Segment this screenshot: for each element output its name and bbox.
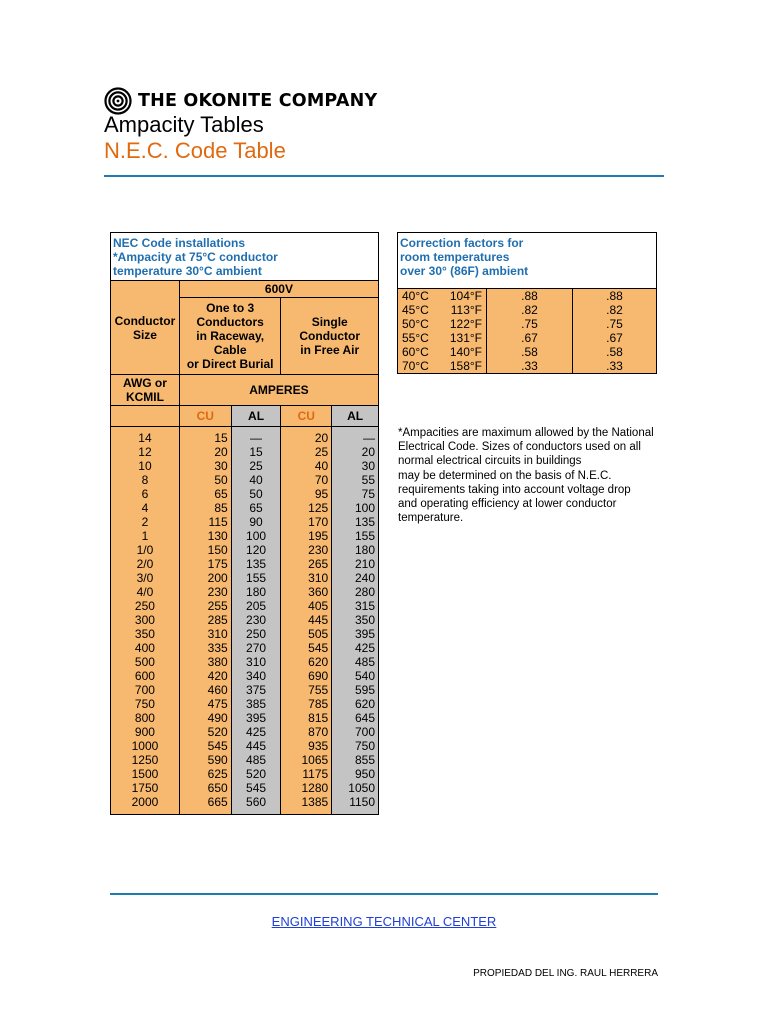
conductor-size-cell: 500 bbox=[111, 655, 180, 669]
table-row bbox=[111, 585, 379, 599]
table-row bbox=[111, 795, 379, 815]
fahrenheit-cell: 104°F bbox=[429, 289, 487, 304]
cu-free-air-cell: 815 bbox=[281, 711, 332, 725]
table-row bbox=[111, 571, 379, 585]
cu-free-air-cell: 870 bbox=[281, 725, 332, 739]
fahrenheit-cell: 113°F bbox=[429, 303, 487, 317]
cu-free-air-cell: 230 bbox=[281, 543, 332, 557]
al-free-air-cell: 595 bbox=[332, 683, 379, 697]
owner-credit: PROPIEDAD DEL ING. RAUL HERRERA bbox=[473, 968, 658, 979]
factor-cell-2: .75 bbox=[572, 317, 656, 331]
conductor-size-cell: 4 bbox=[111, 501, 180, 515]
cu-header-free-air: CU bbox=[281, 406, 332, 427]
cu-free-air-cell: 785 bbox=[281, 697, 332, 711]
conductor-size-cell: 4/0 bbox=[111, 585, 180, 599]
celsius-cell: 45°C bbox=[398, 303, 429, 317]
conductor-size-cell: 1750 bbox=[111, 781, 180, 795]
al-free-air-cell: 620 bbox=[332, 697, 379, 711]
cu-free-air-cell: 545 bbox=[281, 641, 332, 655]
conductor-size-cell: 1500 bbox=[111, 767, 180, 781]
cu-raceway-cell: 115 bbox=[179, 515, 231, 529]
al-free-air-cell: 315 bbox=[332, 599, 379, 613]
fahrenheit-cell: 122°F bbox=[429, 317, 487, 331]
conductor-size-cell: 700 bbox=[111, 683, 180, 697]
factor-cell-2: .58 bbox=[572, 345, 656, 359]
table-row bbox=[111, 599, 379, 613]
table-row bbox=[111, 697, 379, 711]
cu-free-air-cell: 935 bbox=[281, 739, 332, 753]
conductor-size-cell: 2/0 bbox=[111, 557, 180, 571]
al-free-air-cell: 155 bbox=[332, 529, 379, 543]
cu-raceway-cell: 590 bbox=[179, 753, 231, 767]
cu-free-air-cell: 125 bbox=[281, 501, 332, 515]
cu-raceway-cell: 420 bbox=[179, 669, 231, 683]
free-air-column-header: Single Conductor in Free Air bbox=[281, 298, 379, 375]
cu-raceway-cell: 130 bbox=[179, 529, 231, 543]
al-raceway-cell: 120 bbox=[231, 543, 281, 557]
cu-free-air-cell: 20 bbox=[281, 427, 332, 446]
correction-row bbox=[398, 359, 657, 374]
al-free-air-cell: 950 bbox=[332, 767, 379, 781]
cu-raceway-cell: 520 bbox=[179, 725, 231, 739]
cu-raceway-cell: 380 bbox=[179, 655, 231, 669]
cu-raceway-cell: 15 bbox=[179, 427, 231, 446]
al-raceway-cell: 15 bbox=[231, 445, 281, 459]
cu-raceway-cell: 625 bbox=[179, 767, 231, 781]
cu-free-air-cell: 265 bbox=[281, 557, 332, 571]
cu-raceway-cell: 20 bbox=[179, 445, 231, 459]
cu-free-air-cell: 25 bbox=[281, 445, 332, 459]
page-subtitle: N.E.C. Code Table bbox=[104, 138, 286, 163]
cu-free-air-cell: 445 bbox=[281, 613, 332, 627]
table-row bbox=[111, 711, 379, 725]
bottom-divider bbox=[110, 893, 658, 895]
correction-factors-table bbox=[397, 232, 657, 374]
conductor-size-header: Conductor Size bbox=[111, 281, 180, 375]
table-row bbox=[111, 627, 379, 641]
cu-raceway-cell: 200 bbox=[179, 571, 231, 585]
factor-cell-2: .33 bbox=[572, 359, 656, 374]
factor-cell-1: .82 bbox=[487, 303, 573, 317]
al-raceway-cell: 560 bbox=[231, 795, 281, 815]
al-free-air-cell: 700 bbox=[332, 725, 379, 739]
factor-cell-2: .88 bbox=[572, 289, 656, 304]
table-row bbox=[111, 641, 379, 655]
cu-free-air-cell: 620 bbox=[281, 655, 332, 669]
al-free-air-cell: 485 bbox=[332, 655, 379, 669]
table-row bbox=[111, 501, 379, 515]
cu-raceway-cell: 150 bbox=[179, 543, 231, 557]
cu-free-air-cell: 1385 bbox=[281, 795, 332, 815]
cu-raceway-cell: 230 bbox=[179, 585, 231, 599]
al-raceway-cell: 250 bbox=[231, 627, 281, 641]
cu-raceway-cell: 335 bbox=[179, 641, 231, 655]
al-raceway-cell: 90 bbox=[231, 515, 281, 529]
al-free-air-cell: 350 bbox=[332, 613, 379, 627]
al-raceway-cell: 485 bbox=[231, 753, 281, 767]
conductor-size-cell: 900 bbox=[111, 725, 180, 739]
correction-row bbox=[398, 345, 657, 359]
al-free-air-cell: 20 bbox=[332, 445, 379, 459]
factor-cell-2: .82 bbox=[572, 303, 656, 317]
al-free-air-cell: 855 bbox=[332, 753, 379, 767]
al-free-air-cell: 280 bbox=[332, 585, 379, 599]
conductor-size-cell: 350 bbox=[111, 627, 180, 641]
cu-raceway-cell: 310 bbox=[179, 627, 231, 641]
al-raceway-cell: 375 bbox=[231, 683, 281, 697]
ampacity-note: *Ampacities are maximum allowed by the National Electrical Code. Sizes of conductors used on all normal electrical circuits in buildings may be determined on the basis of N.E.C. requirements taking into account voltage drop and operating efficiency at lower conductor temperature. bbox=[398, 427, 654, 525]
celsius-cell: 40°C bbox=[398, 289, 429, 304]
celsius-cell: 60°C bbox=[398, 345, 429, 359]
cu-free-air-cell: 170 bbox=[281, 515, 332, 529]
al-free-air-cell: 1150 bbox=[332, 795, 379, 815]
correction-row bbox=[398, 331, 657, 345]
al-raceway-cell: 65 bbox=[231, 501, 281, 515]
al-raceway-cell: 310 bbox=[231, 655, 281, 669]
al-free-air-cell: — bbox=[332, 427, 379, 446]
conductor-size-cell: 2000 bbox=[111, 795, 180, 815]
cu-raceway-cell: 475 bbox=[179, 697, 231, 711]
celsius-cell: 70°C bbox=[398, 359, 429, 374]
conductor-size-cell: 10 bbox=[111, 459, 180, 473]
al-free-air-cell: 395 bbox=[332, 627, 379, 641]
celsius-cell: 50°C bbox=[398, 317, 429, 331]
cu-free-air-cell: 360 bbox=[281, 585, 332, 599]
factor-cell-1: .88 bbox=[487, 289, 573, 304]
cu-free-air-cell: 95 bbox=[281, 487, 332, 501]
celsius-cell: 55°C bbox=[398, 331, 429, 345]
table-row bbox=[111, 669, 379, 683]
correction-rows bbox=[398, 289, 657, 374]
al-raceway-cell: 385 bbox=[231, 697, 281, 711]
al-free-air-cell: 30 bbox=[332, 459, 379, 473]
table-row bbox=[111, 445, 379, 459]
engineering-center-link[interactable]: ENGINEERING TECHNICAL CENTER bbox=[271, 914, 497, 929]
conductor-size-cell: 6 bbox=[111, 487, 180, 501]
company-name: THE OKONITE COMPANY bbox=[138, 91, 378, 111]
table-row bbox=[111, 529, 379, 543]
conductor-size-cell: 1000 bbox=[111, 739, 180, 753]
al-raceway-cell: 135 bbox=[231, 557, 281, 571]
al-raceway-cell: 230 bbox=[231, 613, 281, 627]
fahrenheit-cell: 131°F bbox=[429, 331, 487, 345]
conductor-size-cell: 3/0 bbox=[111, 571, 180, 585]
cu-free-air-cell: 690 bbox=[281, 669, 332, 683]
cu-raceway-cell: 665 bbox=[179, 795, 231, 815]
al-free-air-cell: 240 bbox=[332, 571, 379, 585]
al-free-air-cell: 180 bbox=[332, 543, 379, 557]
al-raceway-cell: 205 bbox=[231, 599, 281, 613]
table-row bbox=[111, 459, 379, 473]
cu-raceway-cell: 285 bbox=[179, 613, 231, 627]
conductor-size-cell: 250 bbox=[111, 599, 180, 613]
conductor-size-cell: 1 bbox=[111, 529, 180, 543]
cu-raceway-cell: 50 bbox=[179, 473, 231, 487]
fahrenheit-cell: 158°F bbox=[429, 359, 487, 374]
conductor-size-cell: 400 bbox=[111, 641, 180, 655]
size-subheader-blank bbox=[111, 406, 180, 427]
correction-row bbox=[398, 289, 657, 304]
conductor-size-cell: 750 bbox=[111, 697, 180, 711]
cu-raceway-cell: 85 bbox=[179, 501, 231, 515]
table-row bbox=[111, 473, 379, 487]
al-raceway-cell: 425 bbox=[231, 725, 281, 739]
ampacity-table-heading: NEC Code installations *Ampacity at 75°C conductor temperature 30°C ambient bbox=[111, 233, 379, 281]
cu-free-air-cell: 1175 bbox=[281, 767, 332, 781]
al-raceway-cell: 50 bbox=[231, 487, 281, 501]
cu-free-air-cell: 1280 bbox=[281, 781, 332, 795]
cu-raceway-cell: 650 bbox=[179, 781, 231, 795]
al-free-air-cell: 75 bbox=[332, 487, 379, 501]
al-raceway-cell: 25 bbox=[231, 459, 281, 473]
al-free-air-cell: 425 bbox=[332, 641, 379, 655]
cu-free-air-cell: 195 bbox=[281, 529, 332, 543]
al-raceway-cell: 445 bbox=[231, 739, 281, 753]
awg-header: AWG or KCMIL bbox=[111, 375, 180, 406]
al-raceway-cell: 270 bbox=[231, 641, 281, 655]
cu-raceway-cell: 545 bbox=[179, 739, 231, 753]
correction-row bbox=[398, 303, 657, 317]
cu-raceway-cell: 460 bbox=[179, 683, 231, 697]
factor-cell-1: .33 bbox=[487, 359, 573, 374]
raceway-column-header: One to 3 Conductors in Raceway, Cable or Direct Burial bbox=[179, 298, 281, 375]
al-raceway-cell: — bbox=[231, 427, 281, 446]
amperes-header: AMPERES bbox=[179, 375, 378, 406]
al-header-free-air: AL bbox=[332, 406, 379, 427]
ampacity-table bbox=[110, 232, 379, 815]
table-row bbox=[111, 781, 379, 795]
table-row bbox=[111, 725, 379, 739]
cu-free-air-cell: 1065 bbox=[281, 753, 332, 767]
conductor-size-cell: 600 bbox=[111, 669, 180, 683]
cu-free-air-cell: 405 bbox=[281, 599, 332, 613]
table-row bbox=[111, 655, 379, 669]
cu-free-air-cell: 755 bbox=[281, 683, 332, 697]
conductor-size-cell: 300 bbox=[111, 613, 180, 627]
cu-raceway-cell: 490 bbox=[179, 711, 231, 725]
conductor-size-cell: 2 bbox=[111, 515, 180, 529]
table-row bbox=[111, 753, 379, 767]
al-free-air-cell: 55 bbox=[332, 473, 379, 487]
al-free-air-cell: 135 bbox=[332, 515, 379, 529]
al-raceway-cell: 100 bbox=[231, 529, 281, 543]
al-free-air-cell: 1050 bbox=[332, 781, 379, 795]
table-row bbox=[111, 557, 379, 571]
factor-cell-2: .67 bbox=[572, 331, 656, 345]
cu-free-air-cell: 310 bbox=[281, 571, 332, 585]
al-raceway-cell: 395 bbox=[231, 711, 281, 725]
al-header-raceway: AL bbox=[231, 406, 281, 427]
cu-raceway-cell: 175 bbox=[179, 557, 231, 571]
okonite-ring-logo-icon bbox=[104, 87, 132, 115]
table-row bbox=[111, 767, 379, 781]
cu-free-air-cell: 40 bbox=[281, 459, 332, 473]
cu-raceway-cell: 255 bbox=[179, 599, 231, 613]
cu-header-raceway: CU bbox=[179, 406, 231, 427]
al-free-air-cell: 540 bbox=[332, 669, 379, 683]
table-row bbox=[111, 487, 379, 501]
factor-cell-1: .67 bbox=[487, 331, 573, 345]
cu-raceway-cell: 65 bbox=[179, 487, 231, 501]
conductor-size-cell: 800 bbox=[111, 711, 180, 725]
al-raceway-cell: 155 bbox=[231, 571, 281, 585]
al-raceway-cell: 520 bbox=[231, 767, 281, 781]
conductor-size-cell: 14 bbox=[111, 427, 180, 446]
al-free-air-cell: 100 bbox=[332, 501, 379, 515]
cu-free-air-cell: 505 bbox=[281, 627, 332, 641]
al-raceway-cell: 545 bbox=[231, 781, 281, 795]
cu-raceway-cell: 30 bbox=[179, 459, 231, 473]
conductor-size-cell: 1250 bbox=[111, 753, 180, 767]
table-row bbox=[111, 683, 379, 697]
al-raceway-cell: 340 bbox=[231, 669, 281, 683]
correction-table-heading: Correction factors for room temperatures over 30° (86F) ambient bbox=[398, 233, 657, 289]
conductor-size-cell: 1/0 bbox=[111, 543, 180, 557]
al-raceway-cell: 40 bbox=[231, 473, 281, 487]
cu-free-air-cell: 70 bbox=[281, 473, 332, 487]
al-free-air-cell: 750 bbox=[332, 739, 379, 753]
conductor-size-cell: 12 bbox=[111, 445, 180, 459]
ampacity-rows bbox=[111, 427, 379, 815]
page-title: Ampacity Tables bbox=[104, 112, 264, 137]
correction-row bbox=[398, 317, 657, 331]
conductor-size-cell: 8 bbox=[111, 473, 180, 487]
al-free-air-cell: 645 bbox=[332, 711, 379, 725]
fahrenheit-cell: 140°F bbox=[429, 345, 487, 359]
table-row bbox=[111, 739, 379, 753]
al-free-air-cell: 210 bbox=[332, 557, 379, 571]
table-row bbox=[111, 543, 379, 557]
al-raceway-cell: 180 bbox=[231, 585, 281, 599]
factor-cell-1: .75 bbox=[487, 317, 573, 331]
factor-cell-1: .58 bbox=[487, 345, 573, 359]
voltage-header: 600V bbox=[179, 281, 378, 298]
top-divider bbox=[104, 175, 664, 177]
table-row bbox=[111, 613, 379, 627]
table-row bbox=[111, 515, 379, 529]
table-row bbox=[111, 427, 379, 446]
